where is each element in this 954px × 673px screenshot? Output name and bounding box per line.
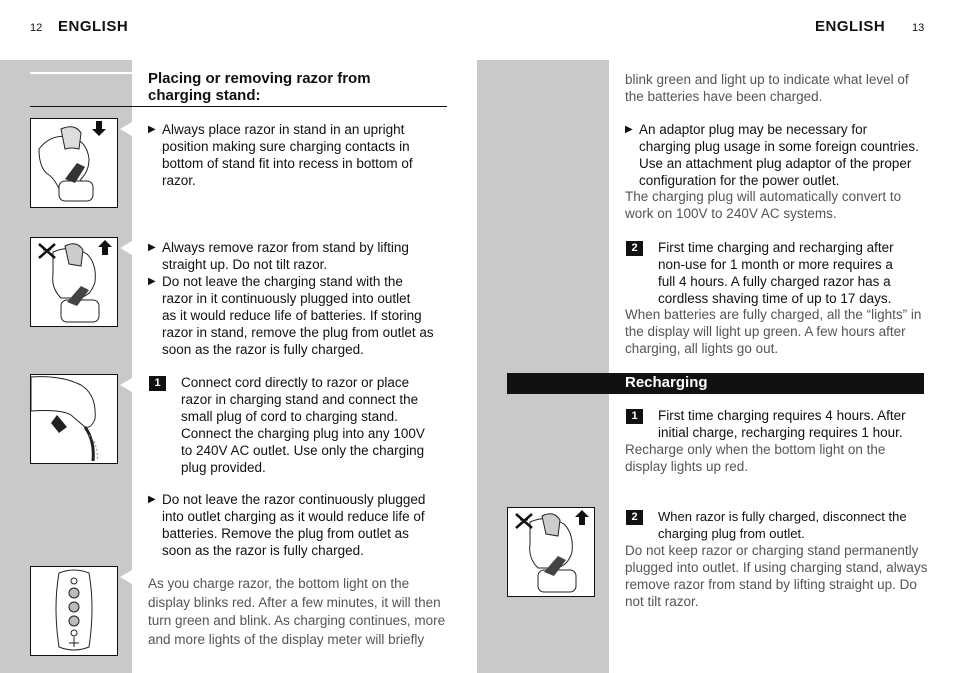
step-number-badge: 2 (626, 510, 643, 525)
illustration-display-meter (30, 566, 118, 656)
left-page-number: 12 (30, 22, 43, 34)
section-title-line2: charging stand: (148, 87, 261, 104)
triangle-bullet-icon: ▶ (148, 242, 156, 253)
paragraph-blink-green: blink green and light up to indicate what level of the batteries have been charged. (625, 72, 909, 104)
section-title-line1: Placing or removing razor from (148, 70, 371, 87)
left-header-language: ENGLISH (58, 18, 129, 35)
illustration-place-razor (30, 118, 118, 208)
illustration-notch (120, 570, 132, 584)
paragraph-do-not-keep-plugged: Do not keep razor or charging stand permanently plugged into outlet. If using charging stand, always remove razor from stand by lifting straight up. Do not tilt razor. (625, 543, 928, 609)
razor-display-drawing (31, 567, 117, 655)
illustration-notch (120, 378, 132, 392)
illustration-notch (120, 122, 132, 136)
step-recharge-time: First time charging requires 4 hours. After initial charge, recharging requires 1 hour. (658, 408, 906, 440)
bullet-adaptor-plug: ▶ An adaptor plug may be necessary for charging plug usage in some foreign countries. Use an attachment plug adaptor of the proper configuration for the power outlet. (625, 122, 919, 188)
illustration-connect-cord (30, 374, 118, 464)
bullet-storage-warning: ▶ Do not leave the charging stand with the razor in it continuously plugged into outlet as it would reduce life of batteries. If storing razor in stand, remove the plug from outlet as soon as the razor is fully charged. (148, 274, 434, 357)
illustration-notch (120, 241, 132, 255)
right-page-number: 13 (912, 22, 925, 34)
step-connect-cord: Connect cord directly to razor or place razor in charging stand and connect the small plug of cord to charging stand. Connect the charging plug into any 100V to 240V AC outlet. Use only the charging plug provided. (181, 375, 425, 475)
arrow-down-icon (91, 121, 107, 137)
paragraph-recharge-when: Recharge only when the bottom light on the display lights up red. (625, 442, 886, 474)
paragraph-charging-display: As you charge razor, the bottom light on the display blinks red. After a few minutes, it will then turn green and blink. As charging continues, more and more lights of the display meter will briefly (148, 576, 446, 647)
step-first-charging: First time charging and recharging after non-use for 1 month or more requires a full 4 hours. A fully charged razor has a cordless shaving time of up to 17 days. (658, 240, 894, 306)
recharging-heading: Recharging (625, 374, 708, 391)
triangle-bullet-icon: ▶ (625, 124, 633, 135)
step-number-badge: 1 (149, 376, 166, 391)
triangle-bullet-icon: ▶ (148, 124, 156, 135)
illustration-remove-razor (30, 237, 118, 327)
step-number-badge: 1 (626, 409, 643, 424)
right-header-language: ENGLISH (815, 18, 886, 35)
crossed-tilt-icon (514, 512, 534, 530)
paragraph-auto-convert: The charging plug will automatically convert to work on 100V to 240V AC systems. (625, 189, 902, 221)
bullet-unplug-warning: ▶ Do not leave the razor continuously plugged into outlet charging as it would reduce life of batteries. Remove the plug from outlet as soon as the razor is fully charged. (148, 492, 426, 558)
triangle-bullet-icon: ▶ (148, 276, 156, 287)
crossed-tilt-icon (37, 242, 57, 260)
triangle-bullet-icon: ▶ (148, 494, 156, 505)
paragraph-lights-green: When batteries are fully charged, all the “lights” in the display will light up green. A few hours after charging, all lights go out. (625, 307, 922, 356)
bullet-remove-razor: ▶ Always remove razor from stand by lifting straight up. Do not tilt razor. (148, 240, 409, 272)
section-title-underline (30, 106, 447, 107)
step-number-badge: 2 (626, 241, 643, 256)
cord-plug-drawing (31, 375, 117, 463)
step-disconnect-plug: When razor is fully charged, disconnect the charging plug from outlet. (658, 509, 907, 541)
arrow-up-icon (97, 240, 113, 256)
recharging-heading-bar (507, 373, 924, 394)
arrow-up-icon (574, 510, 590, 526)
sidebar-rule (30, 72, 132, 74)
bullet-place-razor: ▶ Always place razor in stand in an upright position making sure charging contacts in bottom of stand fit into recess in bottom of razor. (148, 122, 413, 188)
illustration-remove-razor-right (507, 507, 595, 597)
